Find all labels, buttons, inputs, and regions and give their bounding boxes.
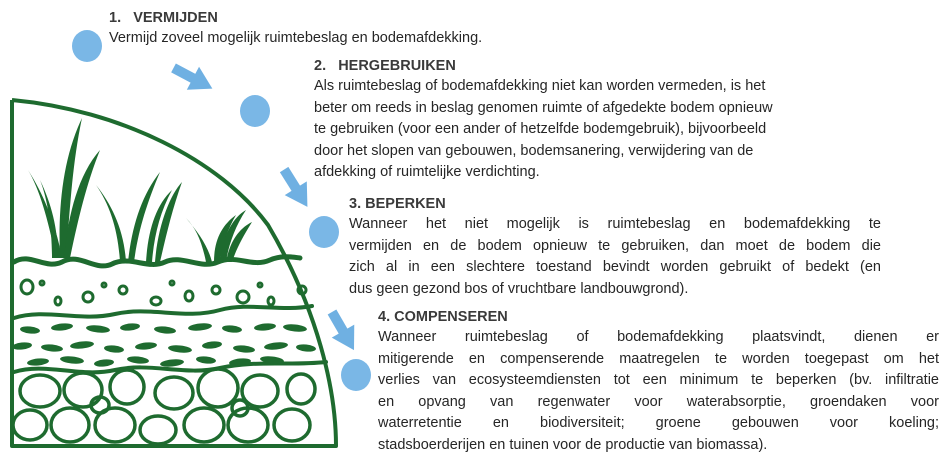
subsoil-grain [104, 344, 125, 353]
pebble [258, 283, 262, 287]
stone [198, 369, 238, 407]
step-2 [314, 56, 834, 184]
bedrock-stones [13, 369, 315, 444]
step-3-line: Wanneer het niet mogelijk is ruimtebeslag en bodemafdekking te [349, 216, 881, 232]
soil-profile-illustration [12, 100, 336, 446]
subsoil-grain [283, 323, 308, 332]
stone [140, 416, 176, 444]
step-4-line: mitigerende en compenserende maatregelen te worden toegepast om het [378, 350, 939, 367]
pebble [151, 297, 161, 305]
step-1-line: Vermijd zoveel mogelijk ruimtebeslag en bodemafdekking. [109, 30, 483, 46]
step-4-description [378, 327, 939, 456]
subsoil-grain [188, 322, 213, 331]
stone [274, 409, 310, 441]
stone [110, 370, 144, 404]
step-3-line: zich al in een slechtere toestand bevindt worden gebruikt of bedekt (en [349, 259, 881, 275]
step-3 [349, 194, 881, 300]
step-3-heading [349, 194, 881, 214]
step-2-number: 2. [314, 58, 327, 74]
step-4-title: COMPENSEREN [394, 309, 508, 325]
arrow-1-to-2 [167, 56, 218, 100]
pebble [170, 281, 174, 285]
subsoil-grain [51, 322, 74, 331]
step-1-bullet [72, 30, 102, 62]
step-4-line: stadsboerderijen en tuinen voor de productie van biomassa). [378, 436, 768, 453]
subsoil-grain [120, 322, 141, 331]
pebble [119, 286, 127, 294]
grass-blades [28, 118, 252, 262]
subsoil-grain [60, 355, 85, 364]
step-4-line: en opvang van regenwater voor waterabsorptie, groendaken voor [378, 393, 939, 410]
stone [20, 375, 60, 407]
subsoil-grain [154, 325, 177, 334]
step-3-description [349, 214, 881, 300]
stone [13, 410, 47, 440]
grass-blade [96, 185, 126, 262]
subsoil-grain [12, 341, 33, 350]
step-4 [378, 307, 939, 456]
step-3-title: BEPERKEN [365, 196, 446, 212]
pebble [102, 283, 106, 287]
subsoil-grain [94, 358, 115, 367]
stone [155, 377, 193, 409]
subsoil-grain [135, 341, 158, 350]
step-2-heading [314, 56, 834, 76]
stone [184, 408, 224, 442]
step-2-line: afdekking of ruimtelijke verdichting. [314, 164, 540, 180]
subsoil-grain [70, 340, 95, 349]
pebble [185, 291, 193, 301]
step-2-line: te gebruiken (voor een ander of hetzelfde bodemgebruik), bijvoorbeeld [314, 121, 767, 137]
subsoil-grain [127, 355, 150, 364]
step-3-line: vermijden en de bodem opnieuw te gebruiken, dan moet de bodem die [349, 237, 881, 254]
grass-blade [186, 218, 212, 262]
stone [287, 374, 315, 404]
step-3-number: 3. [349, 196, 362, 212]
pebble [237, 291, 249, 303]
pebble [268, 297, 274, 305]
arrow-3-to-4 [321, 306, 366, 357]
arrow-2-to-3 [273, 163, 318, 214]
step-4-line: waterretentie en biodiversiteit; groene gebouwen voor koeling; [378, 415, 939, 431]
step-4-number: 4. [378, 309, 391, 325]
subsoil-grain [168, 344, 193, 353]
pebble [83, 292, 93, 302]
step-1-heading [109, 8, 549, 28]
pebble [40, 281, 44, 285]
step-3-line: dus geen gezond bos of vruchtbare landbouwgrond). [349, 280, 689, 297]
step-4-bullet [341, 359, 371, 391]
step-2-line: Als ruimtebeslag of bodemafdekking niet kan worden vermeden, is het [314, 78, 766, 94]
subsoil-grain [86, 324, 111, 333]
pebble [212, 286, 220, 294]
step-2-title: HERGEBRUIKEN [338, 58, 456, 74]
step-2-line: beter om reeds in beslag genomen ruimte of afgedekte bodem opnieuw [314, 99, 773, 116]
step-4-line: verlies van ecosysteemdiensten tot een minimum te beperken (bv. infiltratie [378, 372, 939, 388]
step-3-bullet [309, 216, 339, 248]
subsoil-grain [160, 358, 185, 367]
subsoil-grain [20, 325, 41, 334]
pebble [55, 297, 61, 305]
stone [64, 373, 102, 407]
step-1 [109, 8, 549, 50]
soil-layer-line-upper [14, 306, 312, 318]
pebble [21, 280, 33, 294]
subsoil-grain [27, 357, 50, 366]
subsoil-grain [264, 341, 289, 350]
subsoil-grain [296, 343, 317, 352]
step-2-description [314, 76, 834, 184]
subsoil-grains [12, 322, 317, 367]
subsoil-grain [222, 324, 243, 333]
subsoil-grain [202, 340, 223, 349]
subsoil-grain [233, 344, 256, 353]
subsoil-grain [254, 322, 277, 331]
stone [51, 408, 89, 442]
step-1-description [109, 28, 549, 50]
topsoil-pebbles [21, 280, 306, 305]
step-2-bullet [240, 95, 270, 127]
subsoil-grain [41, 343, 64, 352]
step-1-number: 1. [109, 10, 122, 26]
step-1-title: VERMIJDEN [133, 10, 218, 26]
subsoil-grain [196, 355, 217, 364]
step-2-line: door het slopen van gebouwen, bodemsanering, verwijdering van de [314, 142, 754, 159]
step-4-heading [378, 307, 939, 327]
step-4-line: Wanneer ruimtebeslag of bodemafdekking plaatsvindt, dienen er [378, 329, 939, 345]
